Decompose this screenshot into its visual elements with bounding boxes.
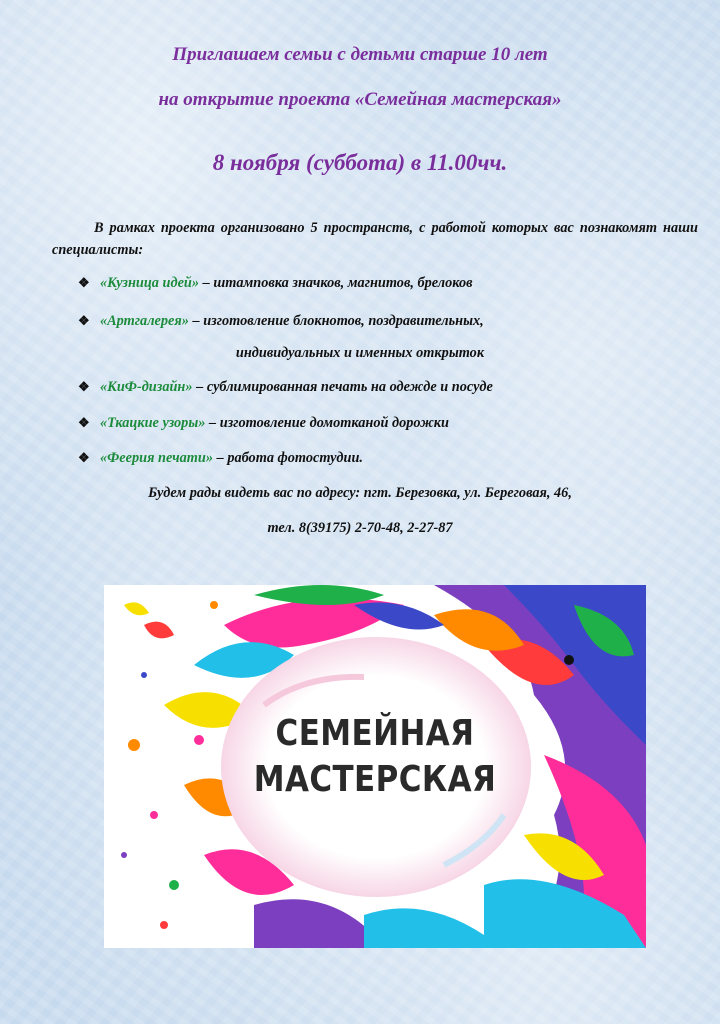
list-item (78, 313, 484, 330)
poster-title-line-2: МАСТЕРСКАЯ (253, 759, 497, 800)
poster-image (104, 585, 646, 948)
heading-line-2: на открытие проекта «Семейная мастерская» (158, 89, 562, 110)
list-item (78, 275, 473, 292)
diamond-bullet-icon: ❖ (78, 450, 90, 465)
space-description-continuation: индивидуальных и именных открыток (235, 345, 485, 361)
space-description: – штамповка значков, магнитов, брелоков (199, 275, 473, 291)
space-name: «Артгалерея» (100, 313, 189, 329)
poster-title-line-1: СЕМЕЙНАЯ (275, 713, 475, 754)
space-name: «Феерия печати» (100, 450, 214, 466)
intro-paragraph: В рамках проекта организовано 5 пространств, с работой которых вас познакомят наши специалисты: (52, 220, 698, 258)
address-line: Будем рады видеть вас по адресу: пгт. Березовка, ул. Береговая, 46, (148, 485, 572, 501)
space-description: – работа фотостудии. (213, 450, 363, 466)
heading-line-1: Приглашаем семьи с детьми старше 10 лет (172, 44, 548, 65)
diamond-bullet-icon: ❖ (78, 379, 90, 394)
space-description: – сублимированная печать на одежде и посуде (192, 379, 493, 395)
phone-line: тел. 8(39175) 2-70-48, 2-27-87 (267, 520, 453, 536)
list-item (78, 379, 493, 396)
diamond-bullet-icon: ❖ (78, 275, 90, 290)
diamond-bullet-icon: ❖ (78, 415, 90, 430)
event-date: 8 ноября (суббота) в 11.00чч. (212, 150, 508, 175)
list-item (78, 450, 363, 467)
diamond-bullet-icon: ❖ (78, 313, 90, 328)
space-name: «КиФ-дизайн» (100, 379, 193, 395)
list-item (78, 415, 449, 432)
space-description: – изготовление домотканой дорожки (205, 415, 450, 431)
space-name: «Кузница идей» (100, 275, 200, 291)
space-name: «Ткацкие узоры» (100, 415, 206, 431)
space-description: – изготовление блокнотов, поздравительных, (188, 313, 484, 329)
